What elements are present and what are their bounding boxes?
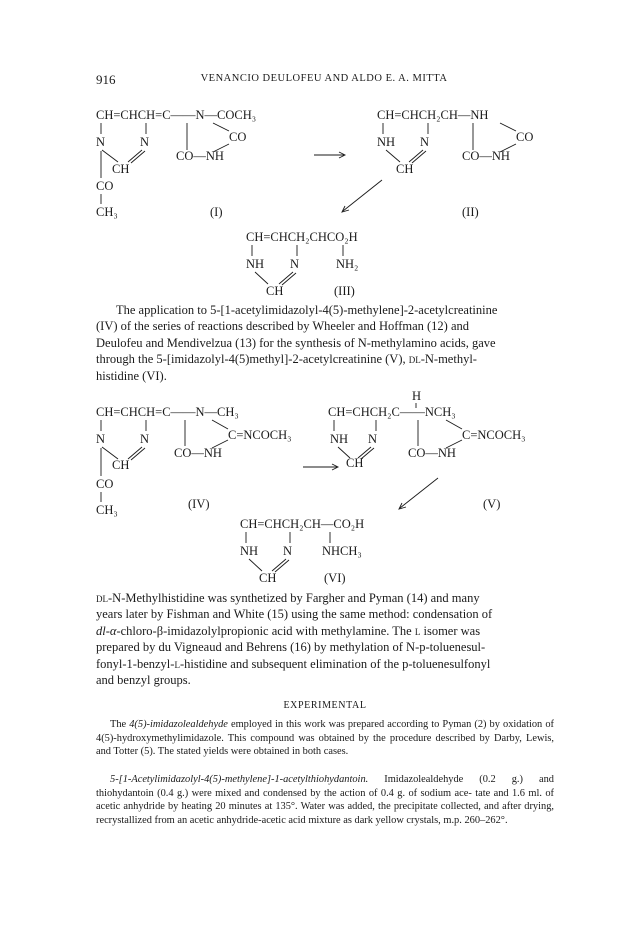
running-head: VENANCIO DEULOFEU AND ALDO E. A. MITTA — [200, 73, 448, 84]
compound-IV-acyl-co: CO — [96, 477, 114, 491]
compound-IV — [96, 405, 292, 517]
bond — [446, 420, 462, 429]
bond — [213, 123, 229, 131]
text-span: (2) by oxidation of 4(5)-hydroxymethylimidazole. This compound was obtained by the — [96, 719, 554, 744]
text-line: The application to 5-[1-acetylimidazolyl-4(5)-methylene]-2-acetylcreatinine — [116, 303, 498, 317]
compound-IV-ch3: CH₃ — [96, 503, 118, 517]
compound-I-acyl-co: CO — [96, 179, 114, 193]
text-line — [96, 351, 554, 367]
text-span: Imidazolealdehyde (0.2 g.) — [368, 774, 523, 785]
text-line: (IV) of the series of reactions described by Wheeler and Hoffman (12) and — [96, 319, 470, 334]
compound-I-ch: CH — [112, 162, 130, 176]
compound-II-nh: NH — [377, 135, 396, 149]
bond — [412, 151, 426, 163]
bond — [358, 447, 371, 458]
bond — [282, 273, 296, 285]
text-span: -histidine and subsequent elimination of the p-toluenesulfonyl — [179, 656, 491, 671]
bond — [446, 440, 462, 448]
compound-V — [328, 389, 526, 511]
page-number: 916 — [96, 72, 116, 87]
compound-I-label: (I) — [210, 205, 223, 219]
text-line — [96, 623, 554, 639]
bond — [275, 560, 289, 572]
experimental-paragraph-2 — [96, 773, 554, 827]
text-span: mixture as dark yellow crystals, m.p. 260–262°. — [308, 814, 508, 826]
text-span: isomer was — [420, 623, 481, 638]
text-line: years later by Fishman and White (15) using the same method: condensation of — [96, 607, 493, 622]
compound-VI-n: N — [283, 544, 293, 558]
compound-II — [377, 108, 533, 219]
compound-II-co-nh: CO—NH — [462, 149, 510, 163]
compound-III-chain: CH=CHCH₂CHCO₂H — [246, 230, 358, 244]
text-span: through the 5-[imidazolyl-4(5)methyl]-2-acetylcreatinine (V), — [96, 352, 409, 367]
compound-V-h: H — [412, 389, 422, 403]
compound-V-ch: CH — [346, 456, 364, 470]
bond — [338, 447, 350, 458]
text-span: l — [174, 656, 180, 671]
text-span: -N-methyl- — [420, 352, 477, 367]
compound-VI-ch: CH — [259, 571, 277, 585]
compound-III-n: N — [290, 257, 300, 271]
compound-I-co: CO — [229, 130, 247, 144]
text-line — [96, 590, 554, 606]
compound-VI-nh: NH — [240, 544, 259, 558]
text-span: dl — [96, 591, 108, 605]
reaction-arrow — [400, 478, 438, 508]
text-span: procedure described by Darby, Lewis, and Totter (5). The stated yields were obtained in — [96, 732, 554, 758]
compound-III-ch: CH — [266, 284, 284, 298]
reaction-scheme-1 — [0, 0, 636, 300]
compound-VI-chain: CH=CHCH₂CH—CO₂H — [240, 517, 365, 531]
compound-V-label: (V) — [483, 497, 501, 511]
bond — [255, 272, 268, 284]
compound-V-co-nh: CO—NH — [408, 446, 456, 460]
bond — [128, 447, 142, 459]
compound-IV-co-nh: CO—NH — [174, 446, 222, 460]
compound-I — [96, 108, 256, 219]
text-span: both cases. — [302, 746, 349, 758]
compound-V-chain: CH=CHCH₂C——NCH₃ — [328, 405, 456, 419]
compound-I-n-right: N — [140, 135, 150, 149]
text-span: The — [110, 719, 130, 730]
text-span: 4(5)-imidazolealdehyde — [129, 719, 228, 730]
paragraph-methylhistidine — [96, 590, 554, 688]
compound-VI-nhch3: NHCH₃ — [322, 544, 362, 558]
text-span: fonyl-1-benzyl- — [96, 656, 175, 671]
compound-II-ch: CH — [396, 162, 414, 176]
compound-VI — [240, 517, 364, 585]
compound-II-n: N — [420, 135, 430, 149]
compound-IV-imine: C=NCOCH₃ — [228, 428, 292, 442]
text-line: Deulofeu and Mendivelzua (13) for the synthesis of N-methylamino acids, gave — [96, 335, 496, 350]
compound-I-n-left: N — [96, 135, 106, 149]
text-span: precipitate collected, and after drying, recrystallized from an acetic anhydride-acetic acid — [96, 801, 554, 826]
compound-VI-label: (VI) — [324, 571, 346, 585]
bond — [361, 448, 374, 459]
bond — [279, 272, 293, 284]
reaction-arrow-head — [332, 464, 338, 470]
compound-V-n: N — [368, 432, 378, 446]
compound-V-imine: C=NCOCH₃ — [462, 428, 526, 442]
compound-V-nh: NH — [330, 432, 349, 446]
bond — [500, 123, 516, 131]
compound-I-chain: CH=CHCH=C——N—COCH₃ — [96, 108, 257, 122]
text-line: prepared by du Vigneaud and Behrens (16) by methylation of N-p-toluenesul- — [96, 640, 486, 655]
compound-IV-ch: CH — [112, 458, 130, 472]
compound-I-ch3: CH₃ — [96, 205, 118, 219]
bond — [249, 559, 262, 571]
compound-III-nh2: NH₂ — [336, 257, 359, 271]
experimental-paragraph-1 — [96, 718, 554, 759]
bond — [102, 150, 118, 162]
bond — [386, 150, 400, 162]
bond — [102, 447, 118, 459]
text-span: employed in this work was prepared according to Pyman — [227, 719, 472, 730]
bond — [212, 440, 228, 448]
bond — [272, 559, 286, 571]
compound-II-chain: CH=CHCH₂CH—NH — [377, 108, 489, 122]
compound-IV-label: (IV) — [188, 497, 210, 511]
compound-I-co-nh: CO—NH — [176, 149, 224, 163]
reaction-arrow-head — [399, 503, 406, 509]
bond — [212, 420, 228, 429]
bond — [131, 448, 145, 460]
text-span: tate and 1.6 ml. of acetic anhydride by heating 20 minutes at 135°. Water was added, the — [96, 787, 554, 813]
text-span: dl — [408, 352, 421, 367]
compound-III-label: (III) — [334, 284, 355, 298]
section-heading: EXPERIMENTAL — [283, 700, 367, 711]
bond — [409, 150, 423, 162]
text-span: l — [414, 623, 421, 638]
text-span: 5-[1-Acetylimidazolyl-4(5)-methylene]-1-acetylthiohydantoin. — [110, 774, 369, 785]
compound-II-co: CO — [516, 130, 534, 144]
compound-III-nh: NH — [246, 257, 265, 271]
text-span: and thiohydantoin (0.4 g.) were mixed and condensed by the action of 0.4 g. of sodium ace- — [96, 774, 554, 799]
paragraph-application — [96, 302, 554, 384]
compound-III — [246, 230, 358, 298]
compound-IV-n-right: N — [140, 432, 150, 446]
compound-II-label: (II) — [462, 205, 479, 219]
compound-IV-chain: CH=CHCH=C——N—CH₃ — [96, 405, 239, 419]
text-line: and benzyl groups. — [96, 673, 191, 688]
text-line: histidine (VI). — [96, 368, 167, 383]
text-line — [96, 656, 554, 672]
bond — [131, 151, 145, 163]
text-span: -chloro-β-imidazolylpropionic acid with methylamine. The — [116, 623, 415, 638]
text-span: -N-Methylhistidine was synthetized by Fargher and Pyman (14) and many — [108, 591, 480, 605]
text-span: dl-α — [96, 623, 117, 638]
reaction-arrow — [343, 180, 382, 211]
bond — [128, 150, 142, 162]
compound-IV-n-left: N — [96, 432, 106, 446]
